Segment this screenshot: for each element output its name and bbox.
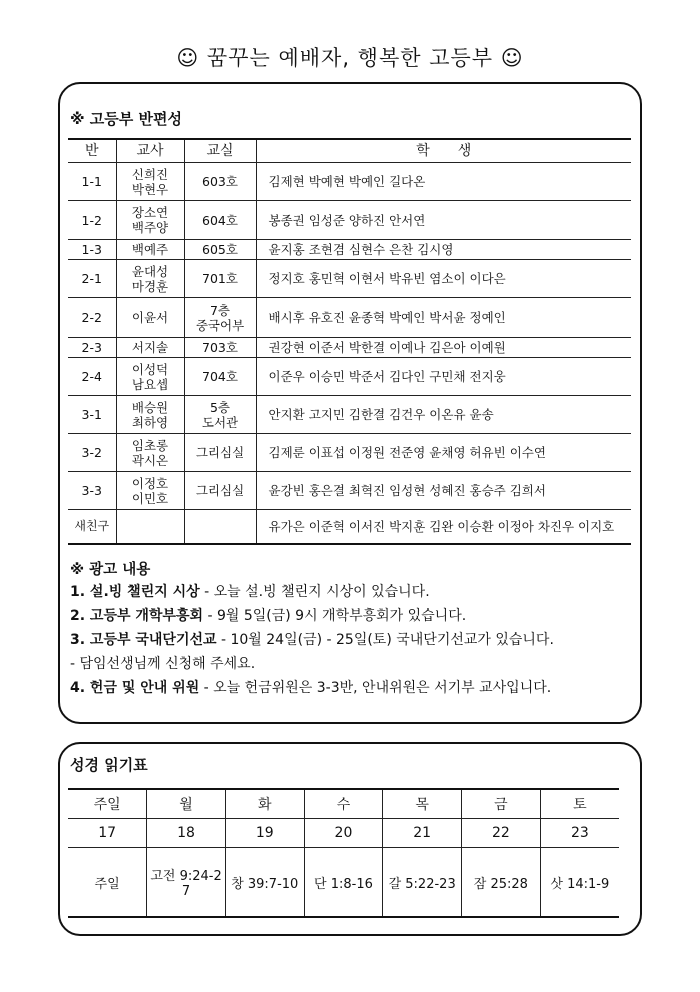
ads-list	[70, 580, 630, 700]
ad-item: 4. 헌금 및 안내 위원 - 오늘 헌금위원은 3-3반, 안내위원은 서기부 교사입니다.	[70, 680, 552, 696]
reading-cell: 주일	[68, 848, 147, 918]
date-cell: 17	[68, 819, 147, 848]
bible-table	[68, 788, 619, 918]
table-row	[68, 396, 631, 434]
header-room: 교실	[184, 139, 256, 163]
reading-cell: 창 39:7-10	[225, 848, 304, 918]
reading-cell: 삿 14:1-9	[540, 848, 619, 918]
day-cell: 월	[147, 789, 226, 819]
ban-cell: 3-2	[68, 434, 116, 472]
students-cell: 봉종권 임성준 양하진 안서연	[256, 201, 631, 240]
date-cell: 18	[147, 819, 226, 848]
room-cell: 703호	[184, 338, 256, 358]
ad-item: - 담임선생님께 신청해 주세요.	[70, 656, 256, 672]
table-row	[68, 201, 631, 240]
date-cell: 23	[540, 819, 619, 848]
day-cell: 금	[462, 789, 541, 819]
header-teacher: 교사	[116, 139, 184, 163]
teacher-cell: 신희진 박현우	[116, 163, 184, 201]
students-cell: 윤강빈 홍은결 최혁진 임성현 성혜진 홍승주 김희서	[256, 472, 631, 510]
teacher-cell: 백예주	[116, 240, 184, 260]
ban-cell: 2-4	[68, 358, 116, 396]
day-cell: 토	[540, 789, 619, 819]
room-cell: 605호	[184, 240, 256, 260]
ads-heading: ※ 광고 내용	[70, 562, 151, 578]
teacher-cell: 임초롱 곽시온	[116, 434, 184, 472]
students-cell: 김제룬 이표섭 이정원 전준영 윤채영 허유빈 이수연	[256, 434, 631, 472]
teacher-cell: 서지솔	[116, 338, 184, 358]
ban-cell: 2-2	[68, 298, 116, 338]
table-row	[68, 298, 631, 338]
ban-cell: 새친구	[68, 510, 116, 544]
room-cell: 604호	[184, 201, 256, 240]
day-cell: 목	[383, 789, 462, 819]
bible-heading: 성경 읽기표	[70, 756, 148, 774]
ban-cell: 3-1	[68, 396, 116, 434]
ban-cell: 2-3	[68, 338, 116, 358]
reading-cell: 갈 5:22-23	[383, 848, 462, 918]
room-cell: 603호	[184, 163, 256, 201]
ban-cell: 2-1	[68, 260, 116, 298]
teacher-cell: 장소연 백주양	[116, 201, 184, 240]
teacher-cell: 배승원 최하영	[116, 396, 184, 434]
bible-readings-row	[68, 848, 619, 918]
date-cell: 21	[383, 819, 462, 848]
room-cell: 5층 도서관	[184, 396, 256, 434]
table-row	[68, 240, 631, 260]
teacher-cell: 이윤서	[116, 298, 184, 338]
students-cell: 정지호 홍민혁 이현서 박유빈 염소이 이다은	[256, 260, 631, 298]
teacher-cell: 윤대성 마경훈	[116, 260, 184, 298]
ban-cell: 1-1	[68, 163, 116, 201]
table-row	[68, 163, 631, 201]
ad-item: 3. 고등부 국내단기선교 - 10월 24일(금) - 25일(토) 국내단기선교가 있습니다.	[70, 632, 554, 648]
day-cell: 화	[225, 789, 304, 819]
table-row	[68, 472, 631, 510]
reading-cell: 단 1:8-16	[304, 848, 383, 918]
table-row	[68, 358, 631, 396]
day-cell: 주일	[68, 789, 147, 819]
room-cell: 7층 중국어부	[184, 298, 256, 338]
students-cell: 이준우 이승민 박준서 김다인 구민채 전지웅	[256, 358, 631, 396]
ad-item: 2. 고등부 개학부흥회 - 9월 5일(금) 9시 개학부흥회가 있습니다.	[70, 608, 467, 624]
teacher-cell: 이성덕 남요셉	[116, 358, 184, 396]
teacher-cell: 이정호 이민호	[116, 472, 184, 510]
students-cell: 유가은 이준혁 이서진 박지훈 김완 이승환 이정아 차진우 이지호	[256, 510, 631, 544]
table-row	[68, 434, 631, 472]
class-table	[68, 138, 631, 545]
class-section-heading: ※ 고등부 반편성	[70, 110, 182, 128]
ad-item: 1. 설.빙 챌린지 시상 - 오늘 설.빙 챌린지 시상이 있습니다.	[70, 584, 430, 600]
table-row	[68, 260, 631, 298]
students-cell: 권강현 이준서 박한결 이예나 김은아 이예원	[256, 338, 631, 358]
table-row	[68, 338, 631, 358]
bible-days-row	[68, 789, 619, 819]
reading-cell: 잠 25:28	[462, 848, 541, 918]
teacher-cell	[116, 510, 184, 544]
students-cell: 안지환 고지민 김한결 김건우 이온유 윤송	[256, 396, 631, 434]
table-row	[68, 510, 631, 544]
students-cell: 윤지홍 조현겸 심현수 은찬 김시영	[256, 240, 631, 260]
room-cell: 그리심실	[184, 472, 256, 510]
header-ban: 반	[68, 139, 116, 163]
page-title: ☺ 꿈꾸는 예배자, 행복한 고등부 ☺	[176, 46, 524, 70]
room-cell	[184, 510, 256, 544]
ban-cell: 3-3	[68, 472, 116, 510]
room-cell: 704호	[184, 358, 256, 396]
bible-dates-row	[68, 819, 619, 848]
room-cell: 701호	[184, 260, 256, 298]
ban-cell: 1-2	[68, 201, 116, 240]
date-cell: 22	[462, 819, 541, 848]
room-cell: 그리심실	[184, 434, 256, 472]
header-students: 학 생	[256, 139, 631, 163]
date-cell: 19	[225, 819, 304, 848]
ban-cell: 1-3	[68, 240, 116, 260]
reading-cell: 고전 9:24-27	[147, 848, 226, 918]
students-cell: 김제현 박예현 박예인 길다온	[256, 163, 631, 201]
class-table-header	[68, 139, 631, 163]
day-cell: 수	[304, 789, 383, 819]
date-cell: 20	[304, 819, 383, 848]
students-cell: 배시후 유호진 윤종혁 박예인 박서윤 정예인	[256, 298, 631, 338]
